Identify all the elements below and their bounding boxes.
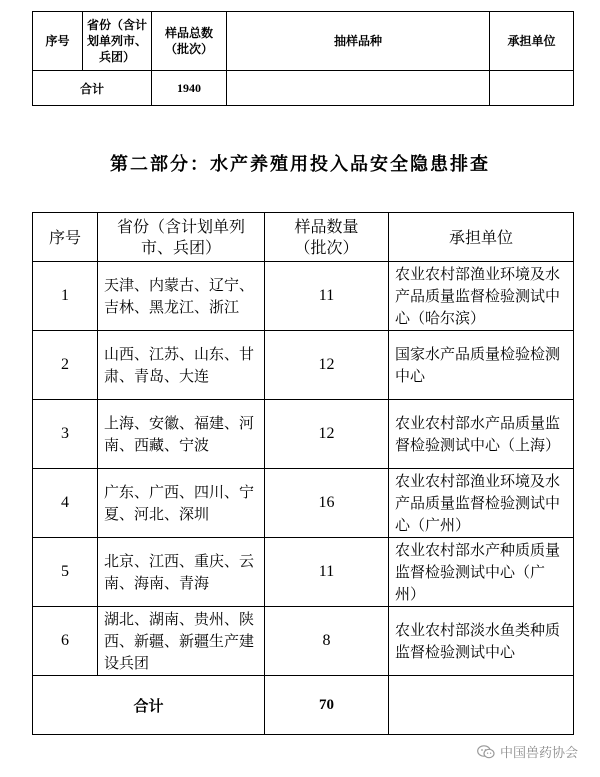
row-provinces: 山西、江苏、山东、甘肃、青岛、大连 xyxy=(98,331,265,400)
table-row xyxy=(33,331,574,400)
row-unit: 农业农村部渔业环境及水产品质量监督检验测试中心（哈尔滨） xyxy=(389,262,574,331)
top-total-variety xyxy=(227,71,490,106)
watermark xyxy=(477,742,578,761)
row-unit: 农业农村部渔业环境及水产品质量监督检验测试中心（广州） xyxy=(389,469,574,538)
row-no: 6 xyxy=(33,607,98,676)
main-table-header-row xyxy=(33,213,574,262)
row-no: 4 xyxy=(33,469,98,538)
table-row xyxy=(33,400,574,469)
top-header-variety: 抽样品种 xyxy=(227,12,490,71)
main-header-count: 样品数量（批次） xyxy=(265,213,389,262)
row-no: 1 xyxy=(33,262,98,331)
row-provinces: 北京、江西、重庆、云南、海南、青海 xyxy=(98,538,265,607)
row-count: 12 xyxy=(265,400,389,469)
top-header-province: 省份（含计划单列市、兵团） xyxy=(83,12,152,71)
wechat-icon xyxy=(477,745,495,759)
top-total-unit xyxy=(490,71,574,106)
main-table-total-row xyxy=(33,676,574,735)
top-table xyxy=(32,11,574,106)
top-header-unit: 承担单位 xyxy=(490,12,574,71)
top-table-header-row xyxy=(33,12,574,71)
main-header-province: 省份（含计划单列市、兵团） xyxy=(98,213,265,262)
row-no: 3 xyxy=(33,400,98,469)
row-count: 11 xyxy=(265,262,389,331)
row-provinces: 广东、广西、四川、宁夏、河北、深圳 xyxy=(98,469,265,538)
top-header-total: 样品总数（批次） xyxy=(152,12,227,71)
row-unit: 国家水产品质量检验检测中心 xyxy=(389,331,574,400)
main-header-unit: 承担单位 xyxy=(389,213,574,262)
main-total-value: 70 xyxy=(265,676,389,735)
table-row xyxy=(33,538,574,607)
main-table xyxy=(32,212,574,735)
top-header-no: 序号 xyxy=(33,12,83,71)
row-provinces: 上海、安徽、福建、河南、西藏、宁波 xyxy=(98,400,265,469)
table-row xyxy=(33,262,574,331)
row-provinces: 天津、内蒙古、辽宁、吉林、黑龙江、浙江 xyxy=(98,262,265,331)
top-total-value: 1940 xyxy=(152,71,227,106)
top-table-total-row xyxy=(33,71,574,106)
main-total-label: 合计 xyxy=(33,676,265,735)
table-row xyxy=(33,607,574,676)
section-title: 第二部分：水产养殖用投入品安全隐患排查 xyxy=(110,154,490,175)
row-count: 16 xyxy=(265,469,389,538)
top-total-label: 合计 xyxy=(33,71,152,106)
main-header-no: 序号 xyxy=(33,213,98,262)
table-row xyxy=(33,469,574,538)
row-count: 12 xyxy=(265,331,389,400)
row-unit: 农业农村部淡水鱼类种质监督检验测试中心 xyxy=(389,607,574,676)
row-unit: 农业农村部水产品质量监督检验测试中心（上海） xyxy=(389,400,574,469)
row-unit: 农业农村部水产种质质量监督检验测试中心（广州） xyxy=(389,538,574,607)
main-total-unit xyxy=(389,676,574,735)
row-count: 11 xyxy=(265,538,389,607)
row-count: 8 xyxy=(265,607,389,676)
row-no: 5 xyxy=(33,538,98,607)
row-provinces: 湖北、湖南、贵州、陕西、新疆、新疆生产建设兵团 xyxy=(98,607,265,676)
watermark-text: 中国兽药协会 xyxy=(499,746,578,761)
row-no: 2 xyxy=(33,331,98,400)
